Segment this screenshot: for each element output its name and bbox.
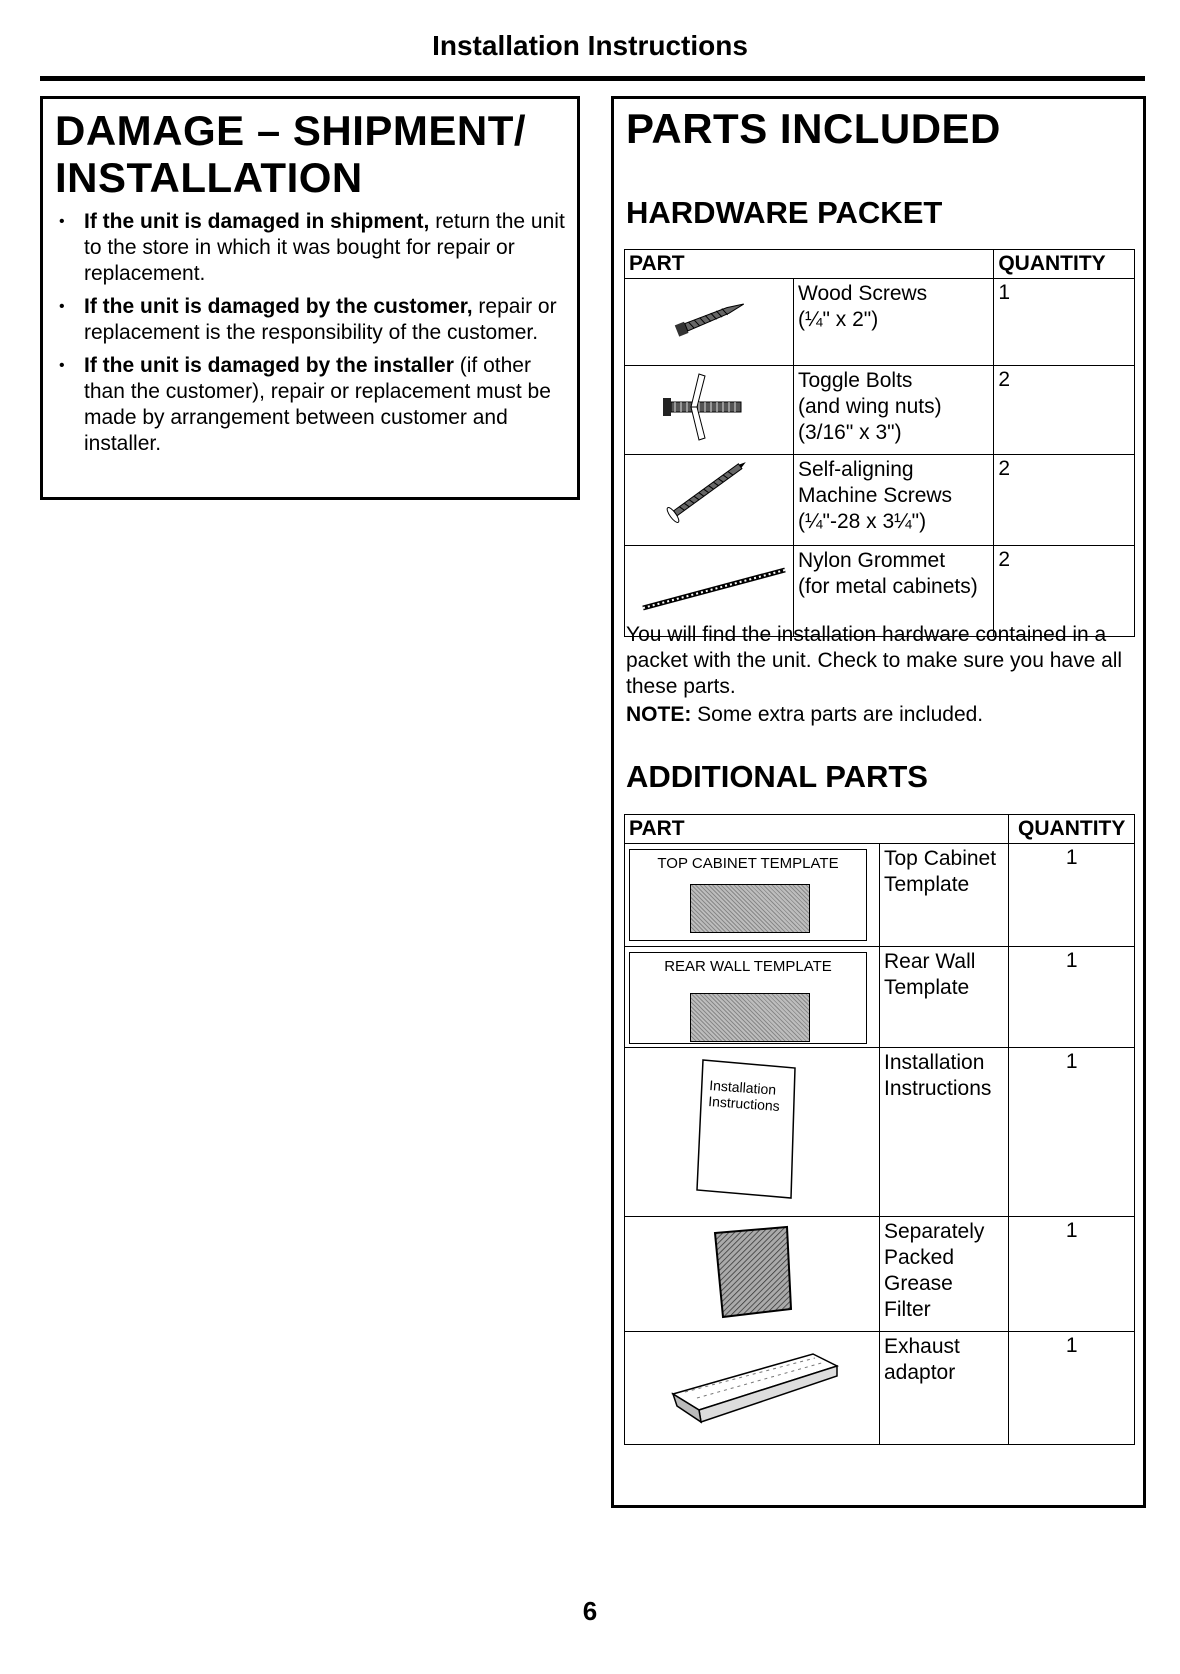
table-row [625,1332,1135,1445]
part-desc-line: adaptor [884,1361,956,1384]
damage-bullet-text: (if other than the customer), repair or replacement must be made by arrangement between customer and installer. [84,354,551,455]
page-number: 6 [582,1596,598,1626]
hardware-note-text: You will find the installation hardware contained in a packet with the unit. Check to make sure you have all these parts. [626,623,1123,698]
additional-parts-table [624,814,1135,1445]
damage-bullet-list [53,209,568,464]
part-desc-line: Installation [884,1051,985,1074]
table-row [625,1048,1135,1217]
parts-title: PARTS INCLUDED [626,105,1001,152]
part-image-cell [625,947,880,1048]
part-desc-line: Grease [884,1272,953,1295]
damage-title: DAMAGE – SHIPMENT/ INSTALLATION [55,107,527,201]
part-quantity: 2 [994,366,1135,455]
part-image-cell [625,279,794,366]
table-row [625,455,1135,546]
part-image-cell [625,844,880,947]
part-desc-line: (and wing nuts) [798,395,942,418]
damage-bullet-bold: If the unit is damaged by the customer, [84,295,473,318]
booklet-label-line: Installation [708,1077,777,1098]
part-quantity: 1 [994,279,1135,366]
part-desc-line: Packed [884,1246,955,1269]
col-header-part: PART [625,815,1009,844]
damage-bullet [53,353,568,457]
part-description [880,947,1009,1048]
part-quantity: 2 [994,546,1135,637]
machine-screw-icon [629,457,779,537]
nylon-grommet-icon [629,548,789,628]
part-image-cell [625,1332,880,1445]
part-description [794,279,994,366]
part-desc-line: Rear Wall [884,950,976,973]
part-quantity: 1 [1009,844,1135,947]
part-description [880,1048,1009,1217]
additional-parts-title: ADDITIONAL PARTS [626,759,928,794]
installation-instructions-icon [625,1048,879,1210]
part-desc-line: Nylon Grommet [798,549,946,572]
part-desc-line: Instructions [884,1077,992,1100]
template-grid-pattern [690,993,810,1042]
damage-section [40,96,580,500]
part-quantity: 1 [1009,1332,1135,1445]
part-desc-line: Template [884,873,970,896]
part-desc-line: Wood Screws [798,282,928,305]
damage-bullet-bold: If the unit is damaged in shipment, [84,210,430,233]
part-desc-line: (¼"-28 x 3¼") [798,510,927,533]
template-label: TOP CABINET TEMPLATE [657,855,839,872]
template-label: REAR WALL TEMPLATE [664,958,832,975]
note-label: NOTE: [626,703,692,726]
part-description [880,844,1009,947]
part-desc-line: Self-aligning [798,458,914,481]
grease-filter-icon [625,1217,879,1325]
toggle-bolt-icon [629,368,779,446]
part-quantity: 1 [1009,1217,1135,1332]
part-quantity: 1 [1009,947,1135,1048]
exhaust-adaptor-icon [625,1332,879,1438]
part-desc-line: Exhaust [884,1335,960,1358]
part-desc-line: Top Cabinet [884,847,997,870]
note-body: Some extra parts are included. [691,703,984,726]
hardware-table [624,249,1135,637]
part-image-cell [625,455,794,546]
table-row [625,947,1135,1048]
table-row [625,279,1135,366]
booklet-label-line: Instructions [707,1093,781,1114]
damage-bullet [53,294,568,346]
part-desc-line: Machine Screws [798,484,953,507]
damage-bullet [53,209,568,287]
rear-wall-template-icon [629,952,867,1044]
col-header-quantity: QUANTITY [994,250,1135,279]
part-image-cell [625,366,794,455]
part-desc-line: Separately [884,1220,985,1243]
part-image-cell [625,1048,880,1217]
page-header-title: Installation Instructions [432,30,748,61]
template-grid-pattern [690,884,810,933]
col-header-part: PART [625,250,994,279]
part-desc-line: Template [884,976,970,999]
hardware-note [626,702,1136,728]
part-image-cell [625,1217,880,1332]
part-description [794,455,994,546]
table-row [625,366,1135,455]
damage-bullet-text: repair or replacement is the responsibility of the customer. [84,295,557,344]
part-desc-line: (¼" x 2") [798,308,879,331]
top-cabinet-template-icon [629,849,867,941]
header-rule [40,76,1145,81]
part-description [794,366,994,455]
table-header-row [625,250,1135,279]
damage-bullet-text: return the unit to the store in which it was bought for repair or replacement. [84,210,565,285]
part-desc-line: (for metal cabinets) [798,575,978,598]
table-header-row [625,815,1135,844]
part-quantity: 2 [994,455,1135,546]
table-row [625,844,1135,947]
table-row [625,1217,1135,1332]
damage-bullet-bold: If the unit is damaged by the installer [84,354,454,377]
part-desc-line: (3/16" x 3") [798,421,902,444]
part-description [880,1332,1009,1445]
part-quantity: 1 [1009,1048,1135,1217]
col-header-quantity: QUANTITY [1009,815,1135,844]
hardware-packet-title: HARDWARE PACKET [626,195,943,230]
part-desc-line: Toggle Bolts [798,369,913,392]
part-description [880,1217,1009,1332]
wood-screw-icon [629,281,779,357]
parts-section [611,96,1146,1508]
part-desc-line: Filter [884,1298,931,1321]
